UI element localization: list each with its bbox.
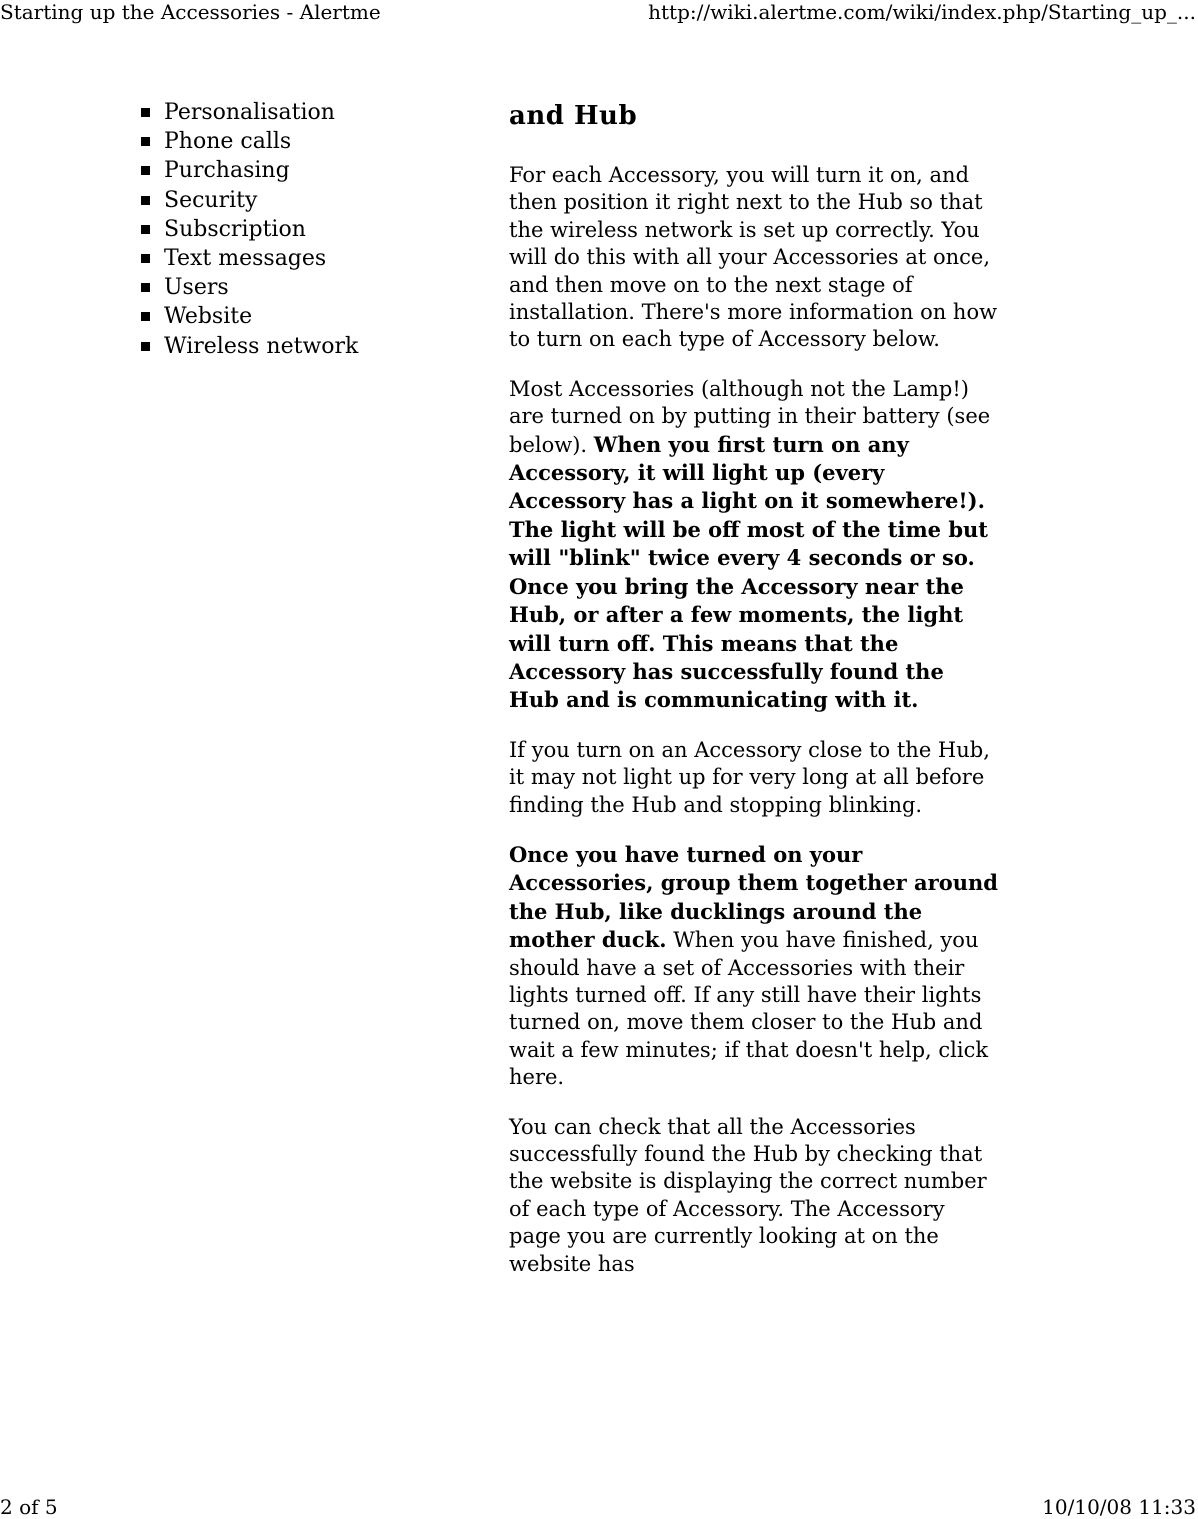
print-header-title: Starting up the Accessories - Alertme: [0, 0, 381, 24]
paragraph-website-check: You can check that all the Accessories successfully found the Hub by checking that the website is displaying the correct number of each type of Accessory. The Accessory page you are currently looking at on the website has: [509, 1114, 987, 1276]
sidebar-item-phone-calls: [140, 127, 470, 156]
sidebar-item-personalisation: [140, 98, 470, 127]
paragraph-grouping-text: When you have finished, you should have a set of Accessories with their lights turned off. If any still have their lights turned on, move them closer to the Hub and wait a few minutes; if that doesn't help, click: [509, 928, 989, 1062]
sidebar-link-phone-calls[interactable]: Phone calls: [164, 129, 292, 155]
sidebar-item-wireless-network: [140, 332, 470, 361]
sidebar-link-users[interactable]: Users: [164, 275, 229, 301]
article-content: [509, 98, 999, 1300]
square-bullet-icon: [141, 225, 150, 234]
square-bullet-icon: [141, 137, 150, 146]
square-bullet-icon: [141, 312, 150, 321]
sidebar-link-personalisation[interactable]: Personalisation: [164, 100, 335, 125]
paragraph-grouping-end: .: [557, 1065, 565, 1090]
section-heading: and Hub: [509, 101, 638, 131]
paragraph-intro: For each Accessory, you will turn it on, and then position it right next to the Hub so that the wireless network is set up correctly. You will do this with all your Accessories at once, and then move on to the next stage of installation. There's more information on how to turn on each type of Accessory below.: [509, 163, 998, 352]
paragraph-turning-on: [509, 376, 999, 715]
square-bullet-icon: [141, 196, 150, 205]
paragraph-grouping: [509, 841, 999, 1092]
paragraph-turning-on-emphasis: When you first turn on any Accessory, it will light up (every Accessory has a light on it somewhere!). The light will be off most of the time but will "blink" twice every 4 seconds or so. Once you bring the Accessory near the Hub, or after a few moments, the light will turn off. This means that the Accessory has successfully found the Hub and is communicating with it.: [509, 431, 988, 713]
print-footer-datetime: 10/10/08 11:33: [1042, 1495, 1196, 1519]
sidebar-item-subscription: [140, 215, 470, 244]
sidebar-item-users: [140, 273, 470, 302]
sidebar-link-purchasing[interactable]: Purchasing: [164, 158, 290, 184]
sidebar-link-text-messages[interactable]: Text messages: [164, 246, 327, 272]
sidebar-item-purchasing: [140, 156, 470, 185]
paragraph-turning-on-text: Most Accessories (although not the Lamp!) are turned on by putting in their battery (see below).: [509, 376, 991, 457]
sidebar-item-website: [140, 302, 470, 331]
sidebar-item-text-messages: [140, 244, 470, 273]
square-bullet-icon: [141, 283, 150, 292]
sidebar-list: [140, 98, 470, 361]
paragraph-grouping-emphasis: Once you have turned on your Accessories, group them together around the Hub, like ducklings around the mother duck.: [509, 841, 998, 953]
sidebar-item-security: [140, 186, 470, 215]
square-bullet-icon: [141, 108, 150, 117]
square-bullet-icon: [141, 166, 150, 175]
sidebar-link-wireless-network[interactable]: Wireless network: [164, 333, 359, 359]
print-header-url: http://wiki.alertme.com/wiki/index.php/Starting_up_...: [648, 0, 1196, 24]
square-bullet-icon: [141, 254, 150, 263]
sidebar-link-website[interactable]: Website: [164, 304, 253, 330]
sidebar-nav: [140, 98, 470, 361]
sidebar-link-security[interactable]: Security: [164, 187, 258, 213]
sidebar-link-subscription[interactable]: Subscription: [164, 216, 306, 242]
help-link[interactable]: here: [509, 1065, 558, 1090]
square-bullet-icon: [141, 342, 150, 351]
paragraph-close-to-hub: If you turn on an Accessory close to the Hub, it may not light up for very long at all before finding the Hub and stopping blinking.: [509, 737, 990, 817]
print-footer-page: 2 of 5: [0, 1495, 58, 1519]
